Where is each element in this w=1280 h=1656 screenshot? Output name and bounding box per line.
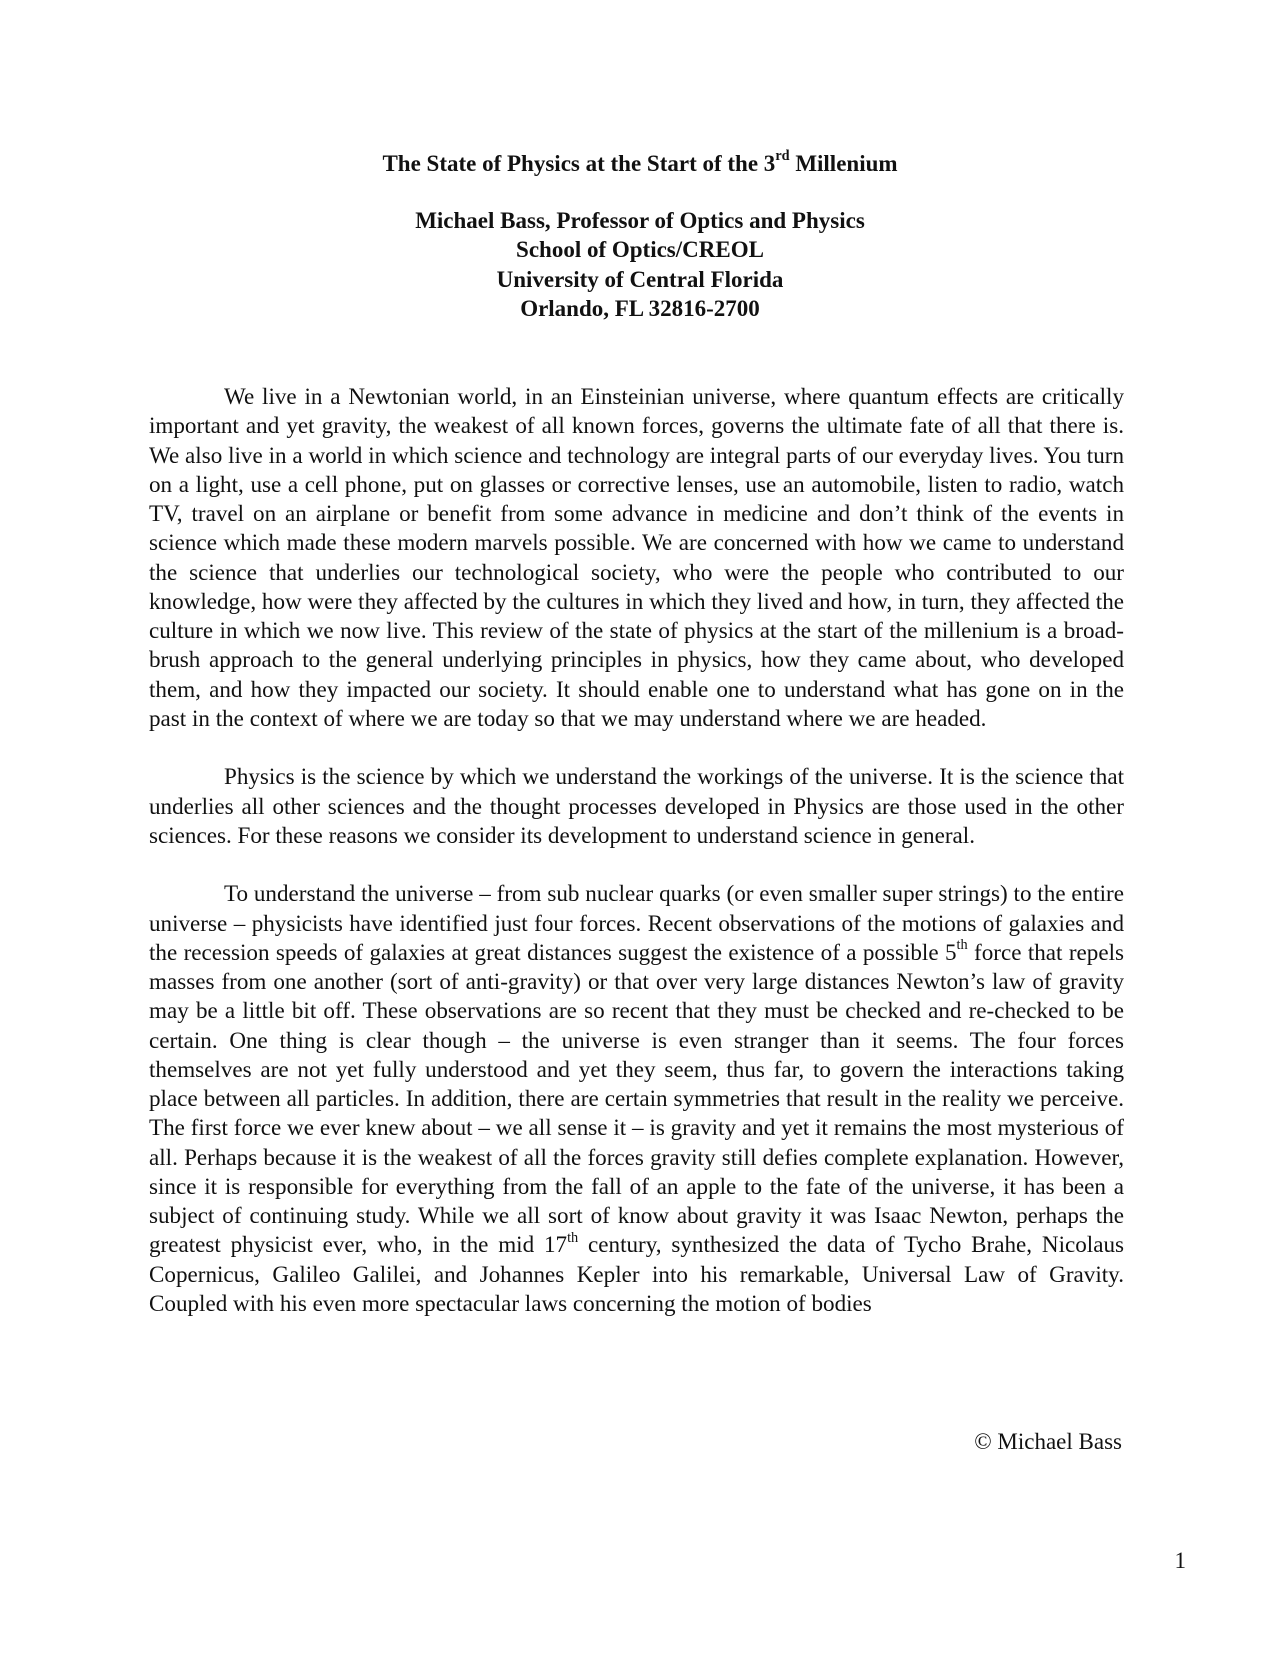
paragraph-2: Physics is the science by which we understand the workings of the universe. It is the science that underlies all other sciences and the thought processes developed in Physics are those used in the other sciences. For these reasons we consider its development to understand science in general. — [149, 763, 1124, 848]
paragraph-3-part-2: force that repels masses from one another (sort of anti-gravity) or that over very large distances Newton’s law of gravity may be a little bit off. These observations are so recent that they must be checked and re-checked to be certain. One thing is clear though – the universe is even stranger than it seems. The four forces themselves are not yet fully understood and yet they seem, thus far, to govern the interactions taking place between all particles. In addition, there are certain symmetries that result in the reality we perceive. The first force we ever knew about – we all sense it – is gravity and yet it remains the most mysterious of all. Perhaps because it is the weakest of all the forces gravity still defies complete explanation. However, since it is responsible for everything from the fall of an apple to the fate of the universe, it has been a subject of continuing study. While we all sort of know about gravity it was Isaac Newton, perhaps the greatest physicist ever, who, in the mid 17 — [149, 938, 1124, 1258]
paragraph-3-part-1: To understand the universe – from sub nuclear quarks (or even smaller super strings) to the entire universe – physicists have identified just four forces. Recent observations of the motions of galaxies and the recession speeds of galaxies at great distances suggest the existence of a possible 5 — [149, 880, 1124, 965]
author-school-line: School of Optics/CREOL — [516, 237, 764, 263]
author-address-line: Orlando, FL 32816-2700 — [520, 295, 760, 321]
title-superscript: rd — [775, 148, 790, 165]
paragraph-3-superscript-1: th — [956, 937, 968, 954]
author-block — [0, 206, 1280, 323]
author-name-line: Michael Bass, Professor of Optics and Physics — [415, 208, 865, 233]
document-title — [0, 149, 1280, 179]
author-university-line: University of Central Florida — [496, 266, 784, 292]
page-number: 1 — [1174, 1548, 1186, 1573]
body-text — [149, 382, 1124, 1318]
paragraph-3 — [149, 879, 1124, 1318]
paragraph-3-part-3: century, synthesized the data of Tycho Brahe, Nicolaus Copernicus, Galileo Galilei, and Johannes Kepler into his remarkable, Universal Law of Gravity. Coupled with his even more spectacular laws concerning the motion of bodies — [149, 1231, 1124, 1316]
title-text-main: The State of Physics at the Start of the 3 — [382, 151, 776, 176]
copyright-notice: © Michael Bass — [974, 1429, 1122, 1454]
paragraph-3-superscript-2: th — [567, 1229, 579, 1246]
paragraph-1: We live in a Newtonian world, in an Einsteinian universe, where quantum effects are critically important and yet gravity, the weakest of all known forces, governs the ultimate fate of all that there is. We also live in a world in which science and technology are integral parts of our everyday lives. You turn on a light, use a cell phone, put on glasses or corrective lenses, use an automobile, listen to radio, watch TV, travel on an airplane or benefit from some advance in medicine and don’t think of the events in science which made these modern marvels possible. We are concerned with how we came to understand the science that underlies our technological society, who were the people who contributed to our knowledge, how were they affected by the cultures in which they lived and how, in turn, they affected the culture in which we now live. This review of the state of physics at the start of the millenium is a broad-brush approach to the general underlying principles in physics, how they came about, who developed them, and how they impacted our society. It should enable one to understand what has gone on in the past in the context of where we are today so that we may understand where we are headed. — [149, 383, 1124, 731]
title-text-end: Millenium — [789, 151, 898, 176]
